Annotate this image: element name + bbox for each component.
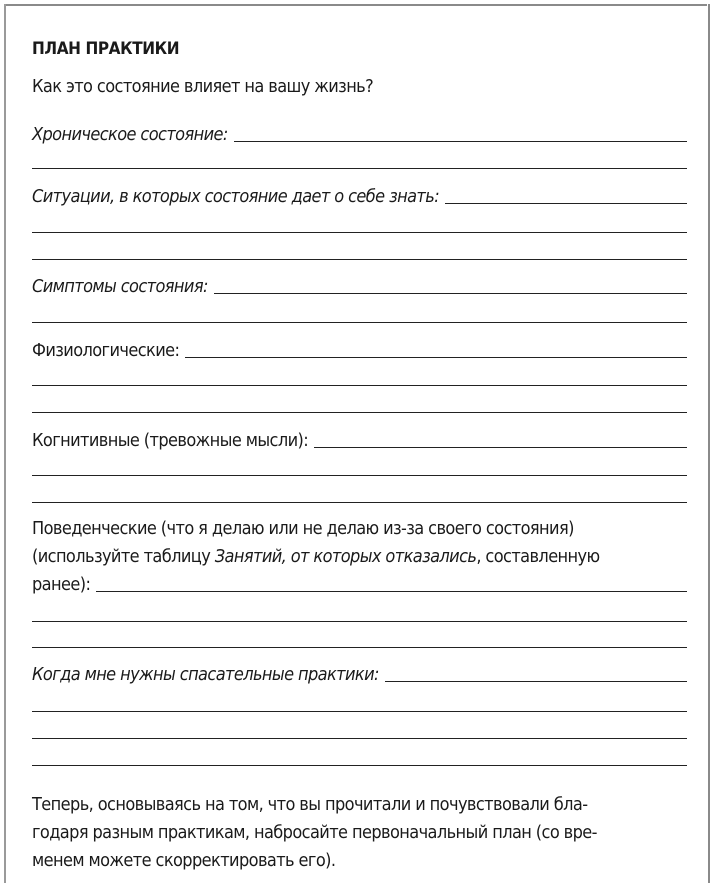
behavioral-answer-line[interactable]	[96, 590, 687, 592]
behavioral-label-line-3: ранее):	[32, 574, 91, 595]
closing-line-2: годаря разным практикам, набросайте первоначальный план (со вре-	[32, 822, 597, 843]
behavioral-label-line-1: Поведенческие (что я делаю или не делаю из-за своего состояния)	[32, 518, 574, 539]
physiological-answer-line-2[interactable]	[32, 385, 687, 386]
cognitive-answer-line[interactable]	[314, 446, 687, 448]
situations-field[interactable]	[32, 186, 687, 208]
worksheet-heading: ПЛАН ПРАКТИКИ	[32, 39, 180, 59]
symptoms-field[interactable]	[32, 276, 687, 298]
rescue-label: Когда мне нужны спасательные практики:	[32, 664, 379, 685]
situations-label: Ситуации, в которых состояние дает о себе знать:	[32, 186, 440, 207]
closing-line-3: менем можете скорректировать его).	[32, 850, 336, 871]
physiological-answer-line-3[interactable]	[32, 412, 687, 413]
symptoms-answer-line-2[interactable]	[32, 322, 687, 323]
behavioral-label-line-2	[32, 546, 600, 568]
rescue-answer-line-2[interactable]	[32, 711, 687, 712]
physiological-label: Физиологические:	[32, 340, 180, 361]
rescue-field[interactable]	[32, 664, 687, 686]
behavioral-field[interactable]	[32, 574, 687, 596]
situations-answer-line-2[interactable]	[32, 232, 687, 233]
frame-right-border	[708, 4, 710, 883]
cognitive-answer-line-3[interactable]	[32, 502, 687, 503]
physiological-field[interactable]	[32, 340, 687, 362]
behavioral-answer-line-3[interactable]	[32, 647, 687, 648]
symptoms-answer-line[interactable]	[214, 292, 687, 294]
situations-answer-line[interactable]	[445, 202, 687, 204]
chronic-label: Хроническое состояние:	[32, 124, 228, 145]
frame-top-border	[4, 4, 707, 6]
situations-answer-line-3[interactable]	[32, 259, 687, 260]
rescue-answer-line-3[interactable]	[32, 738, 687, 739]
cognitive-label: Когнитивные (тревожные мысли):	[32, 430, 309, 451]
rescue-answer-line-4[interactable]	[32, 765, 687, 766]
frame-left-border	[4, 4, 6, 883]
chronic-field[interactable]	[32, 124, 687, 146]
cognitive-answer-line-2[interactable]	[32, 475, 687, 476]
question-text: Как это состояние влияет на вашу жизнь?	[32, 76, 374, 97]
chronic-answer-line-2[interactable]	[32, 168, 687, 169]
behavioral-table-reference: Занятий, от которых отказались	[214, 546, 477, 567]
closing-line-1: Теперь, основываясь на том, что вы прочитали и почувствовали бла-	[32, 794, 588, 815]
cognitive-field[interactable]	[32, 430, 687, 452]
chronic-answer-line[interactable]	[234, 140, 687, 142]
physiological-answer-line[interactable]	[185, 356, 687, 358]
behavioral-hint-pre: (используйте таблицу	[32, 546, 215, 567]
behavioral-hint-post: , составленную	[476, 546, 600, 567]
rescue-answer-line[interactable]	[385, 680, 687, 682]
behavioral-answer-line-2[interactable]	[32, 621, 687, 622]
symptoms-label: Симптомы состояния:	[32, 276, 208, 297]
